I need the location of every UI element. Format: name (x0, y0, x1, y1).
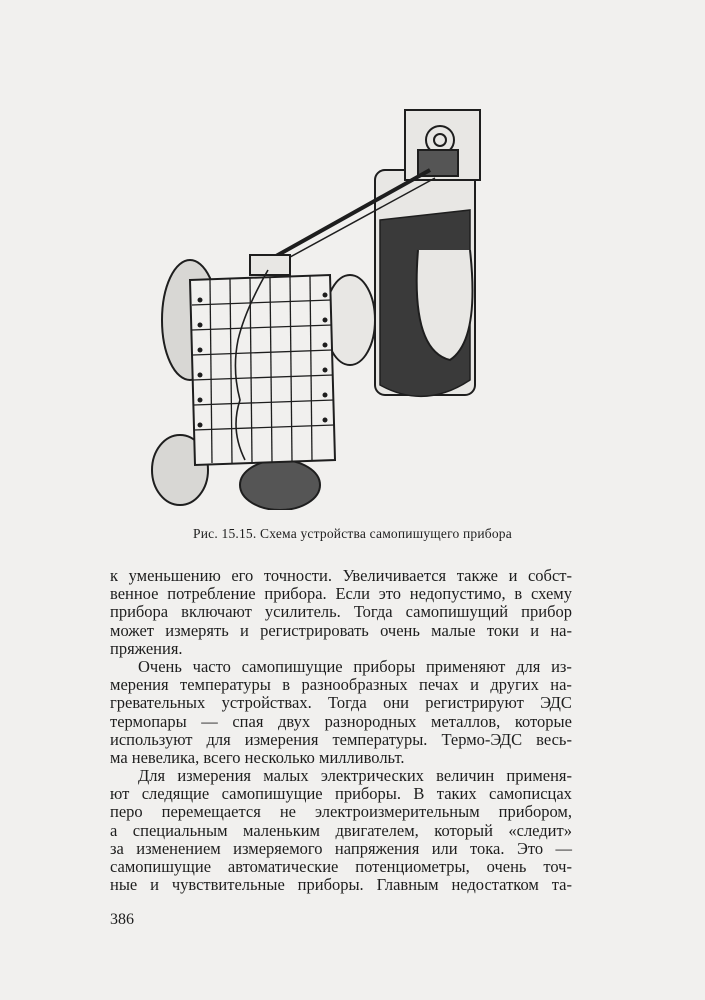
text-line: мерения температуры в разнообразных печах и других на- (110, 675, 572, 695)
text-line: а специальным маленьким двигателем, который «следит» (110, 820, 572, 840)
text-line: ные и чувствительные приборы. Главным недостатком та- (110, 875, 572, 895)
text-line: к уменьшению его точности. Увеличивается также и собст- (110, 566, 572, 585)
body-text (110, 567, 572, 894)
text-line: венное потребление прибора. Если это недопустимо, в схему (110, 584, 572, 604)
recorder-illustration (150, 100, 530, 510)
text-line: за изменением измеряемого напряжения или тока. Это — (110, 838, 572, 858)
page-number: 386 (110, 911, 134, 928)
text-line: перо перемещается не электроизмерительным прибором, (110, 802, 572, 822)
text-line: может измерять и регистрировать очень малые токи и на- (110, 620, 572, 640)
text-line: Для измерения малых электрических величин применя- (138, 766, 572, 786)
text-line: ма невелика, всего несколько милливольт. (110, 747, 405, 767)
text-line: прибора включают усилитель. Тогда самопишущий прибор (110, 602, 572, 622)
text-line: Очень часто самопишущие приборы применяют для из- (138, 656, 572, 676)
text-line: самопишущие автоматические потенциометры, очень точ- (110, 857, 572, 876)
text-line: пряжения. (110, 638, 183, 658)
text-line: гревательных устройствах. Тогда они регистрируют ЭДС (110, 693, 572, 713)
figure-caption: Рис. 15.15. Схема устройства самопишущего прибора (193, 526, 512, 541)
text-line: термопары — спая двух разнородных металлов, которые (110, 711, 572, 731)
text-line: используют для измерения температуры. Термо-ЭДС весь- (110, 729, 572, 749)
text-line: ют следящие самопишущие приборы. В таких самописцах (110, 784, 572, 804)
